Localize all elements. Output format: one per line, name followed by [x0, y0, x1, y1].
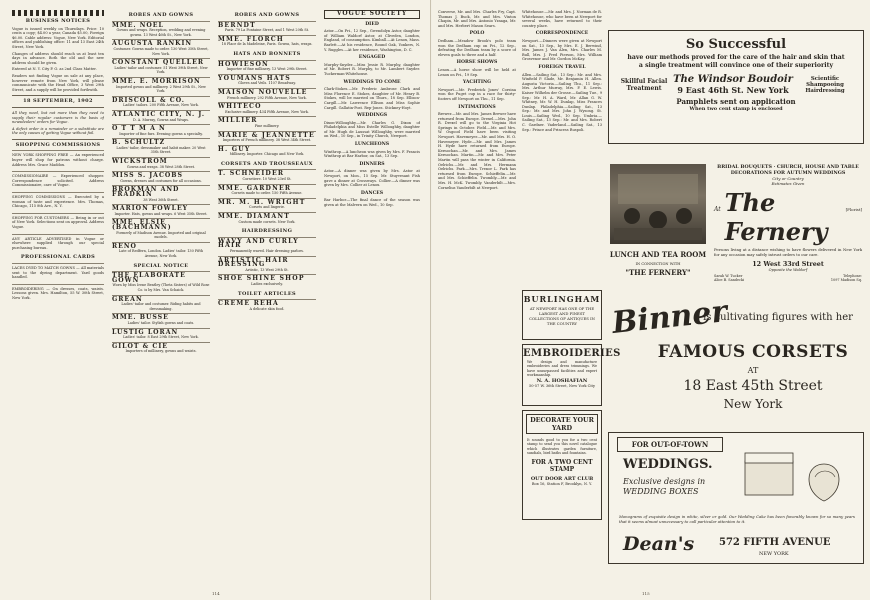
successful-row [609, 72, 863, 97]
ad-text: Paris. 79 La Fontaine Street, and 1 West 20th St. [224, 28, 310, 33]
ad-text: Permanently waved. Hair dressing parlors. [230, 249, 304, 253]
ad-listing [218, 256, 316, 275]
ad-name: MARION FOWLEY [112, 205, 189, 213]
ad-listing [112, 271, 210, 294]
ad-name: HOWIESON [218, 60, 269, 68]
ad-listing [112, 295, 210, 314]
ad-text: Importer of fine furs. Evening gowns a specialty. [119, 131, 203, 136]
ad-name: RENO [112, 242, 137, 250]
hats-heading: HATS AND BONNETS [233, 50, 301, 57]
manager-1: Sarah W. Tucker [714, 273, 743, 278]
ad-text: Importers of millinery, gowns and waists. [125, 349, 197, 354]
ad-listing [218, 299, 316, 313]
ad-name: GILOT & CIE [112, 342, 168, 350]
robes-gowns-heading-2: ROBES AND GOWNS [234, 12, 300, 18]
polo-text: Dedham.—Meadow Brook's polo team won the Dedham cup on Fri., 12 Sep., defeating the Dedham team by a score of eleven goals to three and a half. [438, 38, 516, 57]
deans-wedding-ad [608, 432, 864, 564]
ad-name: YOUMANS HATS [218, 74, 291, 82]
fernery-address: 12 West 33rd Street [752, 259, 824, 268]
deans-brand: Dean's [623, 533, 695, 555]
foreign-travel-heading: FOREIGN TRAVEL [538, 64, 586, 70]
ad-name: ARTISTIC HAIR DRESSING [218, 256, 289, 269]
hairdressing-heading: HAIRDRESSING [241, 228, 293, 235]
hats-corsets-column [218, 10, 316, 590]
ad-text: Ladies' tailor. Stylish gowns and coats. [127, 320, 195, 325]
ad-text: Ladies' tailor, dressmaker and habit maker. 20 West 35th Street. [116, 145, 206, 155]
robes-gowns-column [112, 10, 210, 590]
masthead-title: VOGUE SOCIETY [336, 10, 408, 17]
ad-listing [218, 169, 316, 183]
binner-tagline: is cultivating figures with her [703, 312, 853, 323]
fernery-city: City or Country [772, 176, 804, 181]
binner-corsets-ad [608, 296, 862, 420]
ad-listing [218, 21, 316, 35]
yachting-text: Newport.—Mr. Frederick Jones' Corsina won the Puget cup in a race for thirty-footers off Newport on Thu., 11 Sep. [438, 87, 516, 101]
connection-text: IN CONNECTION WITH [635, 262, 681, 266]
society-continued-column-1 [438, 10, 516, 590]
horse-shows-heading: HORSE SHOWS [456, 60, 498, 66]
page-number-right: 115 [642, 591, 650, 596]
scientific-shampooing: Scientific Shampooing Hairdressing [805, 75, 845, 94]
embroideries-title: EMBROIDERIES [523, 348, 621, 359]
deans-title: WEDDINGS. [623, 457, 713, 472]
embroideries-text: We design and manufacture embroideries and dress trimmings. We have unsurpassed facilities and expert workmanship. [527, 360, 597, 377]
defect-notice: A defect order is a remainder or a substitute are the only causes of getting Vogue without fail. [12, 126, 104, 136]
ad-text: Formerly of Madison Avenue. Imported and original models. [116, 230, 206, 240]
yachting-heading: YACHTING [462, 80, 492, 86]
ad-text: Gowns and wraps. 38 West 28th Street. [126, 164, 196, 169]
ad-text: Artistic, 13 West 29th St. [245, 267, 289, 272]
deans-sub: Exclusive designs in WEDDING BOXES [623, 477, 706, 496]
ad-name: GREAN [112, 295, 143, 303]
ad-listing [218, 274, 316, 288]
fernery-at: At [714, 206, 721, 213]
ad-listing [218, 131, 316, 145]
ad-name: MR. M. H. WRIGHT [218, 198, 306, 206]
dances-text: Bar Harbor.—The final dance of the season was given at the Malvern on Wed., 10 Sep. [324, 198, 420, 207]
ad-name: H. GUY [218, 145, 251, 153]
quote-notice: All they need, but not more than they need to supply their regular customers is the basis of newsdealers' orders for Vogue. [12, 110, 104, 125]
decorate-text: It sounds good to you for a two cent stamp to send you this novel catalogue which illustrates garden furniture, sundials, bird baths and fountains. [527, 438, 597, 455]
ad-text: Corsetiere. 10 West 23rd St. [242, 177, 292, 182]
right-page [432, 0, 870, 600]
ad-text: A delicate skin food. [249, 306, 285, 311]
ad-listing [218, 74, 316, 88]
toilet-articles-heading: TOILET ARTICLES [237, 290, 297, 297]
ad-text: Ladies' tailor. 8 East 29th Street, New York. [123, 335, 199, 340]
ad-name: CREME REHA [218, 300, 280, 308]
fernery-bouquets: BRIDAL BOUQUETS · CHURCH, HOUSE AND TABLE DECORATIONS FOR AUTUMN WEDDINGS [717, 164, 859, 176]
ad-listing [218, 116, 316, 130]
prof-item: LACES DYED TO MATCH GOWNS — All materials sent to the dyeing department. Yard goods handled. [12, 263, 104, 282]
robes-gowns-heading: ROBES AND GOWNS [128, 12, 194, 18]
ad-listing [112, 218, 210, 241]
ad-name: BERNDT [218, 21, 256, 29]
ad-name: AUGUSTA RANKIN [112, 40, 193, 48]
burlingham-text: AT NEWPORT HAS ONE OF THE LARGEST AND FINEST COLLECTIONS OF ANTIQUES IN THE COUNTRY [529, 306, 595, 326]
ad-listing [218, 145, 316, 159]
intro-notice: Vogue is issued weekly on Thursdays. Price: 10 cents a copy; $4.00 a year, Canada $5.00, Foreign $6.00. Cable address: Vogue, New York. Editorial offices and publishing office: 11 and 13 East 24th Street, New York. [12, 26, 104, 49]
ad-text: Fine millinery. [254, 123, 280, 128]
ad-text: 18 Place de la Madeleine, Paris. Gowns, hats, wraps. [221, 42, 313, 47]
telephone-number: 1097 Madison Sq. [830, 277, 862, 282]
ad-listing [218, 237, 316, 256]
ad-name: MME. BUSSE [112, 314, 169, 322]
successful-title: So Successful [685, 37, 787, 52]
deans-text: Monograms of exquisite design in white, silver or gold. Our Wedding Cake has been favorably known for so many years that it seems almost unnecessary to call particular attention to it. [619, 514, 855, 524]
dances-heading: DANCES [360, 190, 384, 196]
ad-listing [112, 39, 210, 58]
binner-brand: Binner [610, 294, 729, 341]
ad-listing [218, 102, 316, 116]
embroideries-ad [522, 344, 621, 406]
ad-text: Exclusive millinery. 434 Fifth Avenue, New York. [225, 109, 309, 114]
shop-item: NEW YORK SHOPPING FREE — An experienced buyer will shop for patrons without charge. Address Mrs. Grace Maddox. [12, 150, 104, 169]
entered-notice: Entered at N. Y. City P. O. as 2nd Class Matter. [12, 67, 97, 72]
embroideries-address: 50-57 W. 36th Street, New York City [528, 384, 596, 389]
ad-text: French millinery. 292 Fifth Avenue, New York. [227, 95, 307, 100]
ad-name: SHOE SHINE SHOP [218, 275, 305, 283]
fernery-brand: The Fernery [724, 188, 828, 246]
page-number-left: 114 [212, 591, 220, 596]
luncheons-heading: LUNCHEONS [354, 142, 390, 148]
ad-name: MME. DIAMANT [218, 213, 291, 221]
luncheons-text: Winthrop.—A luncheon was given by Mrs. F. Francis Winthrop at Bar Harbor, on Sat., 13 Sep. [324, 149, 420, 159]
ad-text: Ladies' tailor and costumer. 51 West 39th Street, New York. [114, 65, 208, 75]
weddings-to-come-text: Clark-Stokes.—Mr. Frederic Ambrose Clark and Miss Florence E. Stokes, daughter of Mr. Henry B. Stokes, will be married on Thurs., 18 Sep. Ellison-Cargill.—Mr. Lawrence Ellison and Miss Sophie Cargill. Gallatin-Post. Rep-Jones. Stickney-Hoyt. [324, 87, 420, 110]
embroideries-maker: N. A. HOSHAFIAN [536, 378, 588, 385]
decorate-address: Box 16, Station F, Brooklyn, N. Y. [531, 482, 593, 487]
ad-name: MME. NOEL [112, 21, 164, 29]
ad-name: ATLANTIC CITY, N. J. [112, 110, 205, 118]
successful-text: have our methods proved for the care of the hair and skin that a single treatment will convince one of their superiority [627, 54, 845, 69]
reader-notice: Readers not finding Vogue on sale at any place, however remote from New York, will please communicate with the Head Office, 3 West 29th Street, and a supply will be provided forthwith. [12, 73, 104, 92]
ad-text: Corsets made to order. 150 Fifth Avenue. [231, 191, 303, 196]
tea-room-illustration [610, 164, 706, 244]
ad-listing [112, 157, 210, 171]
ad-listing [112, 328, 210, 342]
business-notices-column [12, 10, 104, 590]
ad-listing [112, 342, 210, 356]
lunch-tea-caption: LUNCH AND TEA ROOM [609, 250, 707, 259]
ad-listing [218, 88, 316, 102]
ad-listing [112, 171, 210, 185]
ad-listing [112, 21, 210, 40]
facial-treatment: Skillful Facial Treatment [620, 77, 668, 92]
ad-listing [218, 35, 316, 49]
ad-text: Custom made corsets. New York. [238, 219, 296, 224]
corsets-heading: CORSETS AND TROUSSEAUX [221, 160, 313, 167]
wedding-box-illustration [739, 439, 857, 511]
telephone-label: Telephone: [843, 273, 862, 278]
ad-text: Ladies exclusively. [251, 281, 283, 286]
ad-name: MISS S. JACOBS [112, 172, 183, 180]
ad-text: Worn by Miss Irene Bentley (Theta Sisters) of Wild Rose Co. is by Mrs. Van Schaick. [112, 283, 210, 292]
ad-name: MME. ELSIE (BACHMANN) [112, 219, 172, 231]
dinners-heading: DINNERS [359, 161, 385, 167]
ad-listing [112, 242, 210, 261]
fernery-opposite: Opposite the Waldorf [768, 267, 808, 272]
tea-room-photo [610, 164, 706, 244]
decorate-offer: FOR A TWO CENT STAMP [531, 459, 593, 474]
prof-item: EMBROIDERING — On dresses, coats, waists. Lessons given. Mrs. Hamilton, 55 W. 30th Street, New York. [12, 284, 104, 303]
ad-name: BROKMAN AND FRADKIN [112, 186, 180, 199]
fernery-connection-name: "THE FERNERY" [625, 268, 691, 277]
ad-listing [112, 204, 210, 218]
ad-text: Importer. Hats, gowns and wraps. 6 West 35th Street. [114, 211, 208, 216]
intimations-heading: INTIMATIONS [458, 104, 496, 110]
weddings-heading: WEDDINGS [356, 113, 388, 119]
ad-text: Gowns, dresses and costumes for all occasions. [120, 178, 202, 183]
intimations-text: Brewer.—Mr. and Mrs. James Brewer have returned from Europe. Drexel.—Mrs. John R. Drexel will go to the Virginia Hot Springs in October. Field.—Mr. and Mrs. W. Osgood Field have been visiting Newport. Havemeyer.—Mr. and Mrs. H. O. Havemeyer. Hyde.—Mr. and Mrs. James H. Hyde have returned from Europe. Kernochan.—Mr. and Mrs. James Kernochan. Martin.—Mr. and Mrs. Peter Martin will pass the winter in California. Oelrichs.—Mr. and Mrs. Hermann Oelrichs. Park.—Mrs. Trenor L. Park has returned from Europe. Schieffelin.—Mr. and Mrs. Schieffelin. Twombly.—Mr. and Mrs. H. McK. Twombly. Vanderbilt.—Mrs. Cornelius Vanderbilt at Newport. [438, 112, 516, 190]
ad-listing [218, 60, 316, 74]
ad-text: Ladies' tailor and costumer. Riding habits and dressmaking. [121, 302, 201, 311]
society-continued-column-2 [522, 10, 602, 278]
ad-name: MILLIER [218, 117, 258, 125]
shop-item: SHOPPING COMMISSIONS — Executed by a woman of taste and experience. Mrs. Thomas, Chicago, 115 8th Ave., N. Y. [12, 192, 104, 211]
fernery-details: Persons living at a distance wishing to have flowers delivered in New York for any occasion may safely intrust orders to our care. [714, 247, 862, 257]
weddings-to-come-heading: WEDDINGS TO COME [343, 79, 401, 85]
whitehouse-text: Whitehouse.—Mr. and Mrs. J. Norman de R. Whitehouse, who have been at Newport for several weeks, have returned to their country place. [522, 10, 602, 28]
decorate-club: OUT DOOR ART CLUB [530, 476, 594, 483]
fernery-managers-2 [714, 278, 862, 282]
fernery-ad [714, 164, 862, 288]
weddings-text: Dixon-Willoughby.—Mr. Charles G. Dixon of Philadelphia and Miss Estelle Willoughby, daughter of Mr. Hugh de Laussat Willoughby, were married on Wed., 10 Sep., in Trinity Church, Newport. [324, 120, 420, 139]
ad-listing [112, 185, 210, 204]
ad-listing [112, 138, 210, 157]
professional-heading: PROFESSIONAL CARDS [20, 254, 96, 261]
ad-text: Importer of fine millinery. 13 West 29th Street. [226, 67, 308, 72]
binner-at: AT [747, 366, 759, 375]
ad-text: Importers of French millinery. 38 West 34th Street. [222, 138, 312, 143]
stamp-text: When two cent stamp is enclosed [689, 106, 783, 112]
ad-name: MME. GARDNER [218, 184, 292, 192]
deans-address: 572 FIFTH AVENUE [719, 537, 831, 548]
ad-name: CONSTANT QUELLER [112, 59, 204, 67]
ad-text: D. A. Murray, Gowns and Wraps. [133, 117, 189, 122]
society-column [324, 10, 420, 590]
died-text: Astor.—On Fri., 12 Sep., Gwendolyn Astor, daughter of William Waldorf Astor, at Cliveden, London, England, of consumption. Kimball.—At Lenox, Mass. Barlett.—At his residence, Round Oak, Yonkers, N. Y. Ruggles.—At her residence, Washington, D. C. [324, 29, 420, 52]
polo-heading: POLO [469, 31, 485, 37]
ad-listing [112, 77, 210, 96]
ad-name: MME. E. MORRISON [112, 77, 201, 85]
deans-city: NEW YORK [759, 551, 789, 557]
windsor-brand [673, 74, 793, 95]
society-top-text: Converse, Mr. and Mrs. Charles Fry, Capt. Thomas J. Buck, Mr. and Mrs. Vinton Chapin, Mr. and Mrs. Antonio Yznaga, Mr. and Mrs. Herbert Mason Sears. [438, 10, 516, 28]
manager-2: Alice B. Sandecki [714, 277, 744, 282]
ad-listing [218, 212, 316, 226]
ad-listing [112, 313, 210, 327]
left-page [0, 0, 431, 600]
ad-listing [112, 58, 210, 77]
deans-banner: FOR OUT-OF-TOWN [617, 437, 723, 452]
ad-listing [218, 198, 316, 212]
fernery-brand-row [714, 188, 862, 246]
ad-text: Late of Redfern, London. Ladies' tailor. 130 Fifth Avenue, New York. [118, 249, 204, 258]
horse-shows-text: Lenox.—A horse show will be held at Lenox on Fri., 19 Sep. [438, 67, 516, 77]
ad-text: Ladies' tailors. 200 Fifth Avenue, New York. [123, 103, 199, 108]
ad-text: Millinery. Importer. Chicago and New York. [229, 152, 305, 157]
windsor-address: 9 East 46th St. New York [677, 85, 789, 95]
ad-text: Gowns and wraps. Reception, wedding and evening gowns. 13 West 46th St., New York. [116, 28, 206, 37]
address-notice: Changes of address should reach us at least ten days in advance. Both the old and the new address should be given. [12, 51, 104, 65]
shopping-heading: SHOPPING COMMISSIONS [15, 141, 101, 148]
correspondence-heading: CORRESPONDENCE [535, 31, 589, 37]
ad-text: 38 West 36th Street. [143, 197, 179, 202]
ad-name: MAISON NOUVELLE [218, 88, 308, 96]
decorate-yard-ad [522, 410, 602, 520]
ad-text: Gloves and Veils. 1107 Broadway. [238, 81, 296, 86]
fernery-estimates: Estimates Given [771, 181, 805, 186]
ad-text: Costumer. Gowns made to order. 130 West 35th Street, New York. [113, 46, 209, 56]
shop-item: SHOPPING FOR CUSTOMERS — Being in or out of New York. Selections sent on approval. Address Vogue. [12, 213, 104, 232]
binner-title: FAMOUS CORSETS [657, 342, 849, 362]
binner-city: New York [723, 397, 783, 411]
engaged-text: Murphy-Snyder.—Miss Jessie R. Murphy, daughter of Mr. Robert R. Murphy, to Mr. Lambert Snyder. Tuckerman-Whitehouse. [324, 62, 420, 76]
ad-listing [112, 110, 210, 124]
binner-address: 18 East 45th Street [683, 378, 823, 394]
ad-name: MARIE & JEANNETTE [218, 131, 315, 139]
windsor-boudoir-ad [608, 30, 864, 144]
ad-text: Imported gowns and millinery. 2 West 29th St., New York. [116, 84, 206, 94]
decorate-title: DECORATE YOUR YARD [526, 414, 598, 434]
ad-name: DRISCOLL & CO. [112, 96, 185, 104]
special-notice-heading: SPECIAL NOTICE [133, 262, 189, 269]
ad-name: B. SCHULTZ [112, 139, 166, 147]
windsor-name: The Windsor Boudoir [673, 74, 793, 85]
business-notices-heading: BUSINESS NOTICES [25, 18, 91, 24]
ad-listing [112, 96, 210, 110]
decorative-border [12, 10, 104, 16]
shop-item: COMMISSIONAIRE — Experienced shopper. Correspondence solicited. Address Commissionaire, care of Vogue. [12, 171, 104, 190]
dinners-text: Astor.—A dinner was given by Mrs. Astor at Newport, on Mon., 15 Sep. Mr. Stuyvesant Fish gave a dinner at Crossways. Collier.—A dinner was given by Mrs. Collier at Lenox. [324, 169, 420, 188]
burlingham-ad [522, 290, 602, 340]
ad-listing [218, 184, 316, 198]
died-heading: DIED [365, 21, 379, 27]
foreign-travel-text: Allen.—Sailing Sat., 13 Sep.: Mr. and Mrs. Winfield P. Slade, Mr. Benjamin H. Allen. Augusta Victoria.—Sailing Thu., 11 Sep.: Mrs. Arthur Murray, Mrs. F. E. Lewis. Kaiser Wilhelm der Grosse.—Sailing Tue., 9 Sep.: Mr. H. A. Ward, Mr. Allan G. W. Whitney, Mr. W. H. Dunlap, Miss Frances Dunlap. Philadelphia.—Sailing Sat., 13 Sep.: Mr. and Mrs. John J. Wysong. St. Louis.—Sailing Wed., 10 Sep. Umbria.—Sailing Sat., 13 Sep.: Mr. and Mrs. Robert C. Gardner. Vaderland.—Sailing Sat., 13 Sep.: Prince and Princess Ruspoli. [522, 72, 602, 132]
ad-name: MME. FLORCH [218, 35, 284, 43]
vogue-society-masthead [324, 10, 420, 19]
ad-name: LUSTIG LORAN [112, 328, 179, 336]
pamphlets-text: Pamphlets sent on application [676, 97, 796, 106]
ad-name: O T T M A N [112, 125, 166, 133]
fernery-florist: [Florist] [845, 207, 862, 212]
ad-text: Corsets and lingerie. [249, 205, 285, 210]
burlingham-name: BURLINGHAM [523, 294, 601, 304]
issue-date: 18 SEPTEMBER, 1902 [23, 98, 93, 105]
shop-item: ANY ARTICLE ADVERTISED in Vogue or elsewhere supplied through our special purchasing bureau. [12, 234, 104, 253]
ad-name: T. SCHNEIDER [218, 170, 285, 178]
engaged-heading: ENGAGED [358, 55, 386, 61]
ad-name: WHITECO [218, 103, 262, 111]
ad-name: WICKSTROM [112, 158, 168, 166]
ad-name: THE ELABORATE GOWN [112, 272, 186, 284]
correspondence-text: Newport.—Dinners were given at Newport on Sat., 13 Sep., by Mrs. E. J. Berwind, Mrs. James J. Van Alen, Mrs. Charles M. Bull, Mrs. J. Fred Pierson, Mrs. William Grosvenor and Mr. Gordon McKay. [522, 38, 602, 62]
ad-name: WAVY AND CURLY HAIR [218, 237, 299, 250]
ad-listing [112, 124, 210, 138]
